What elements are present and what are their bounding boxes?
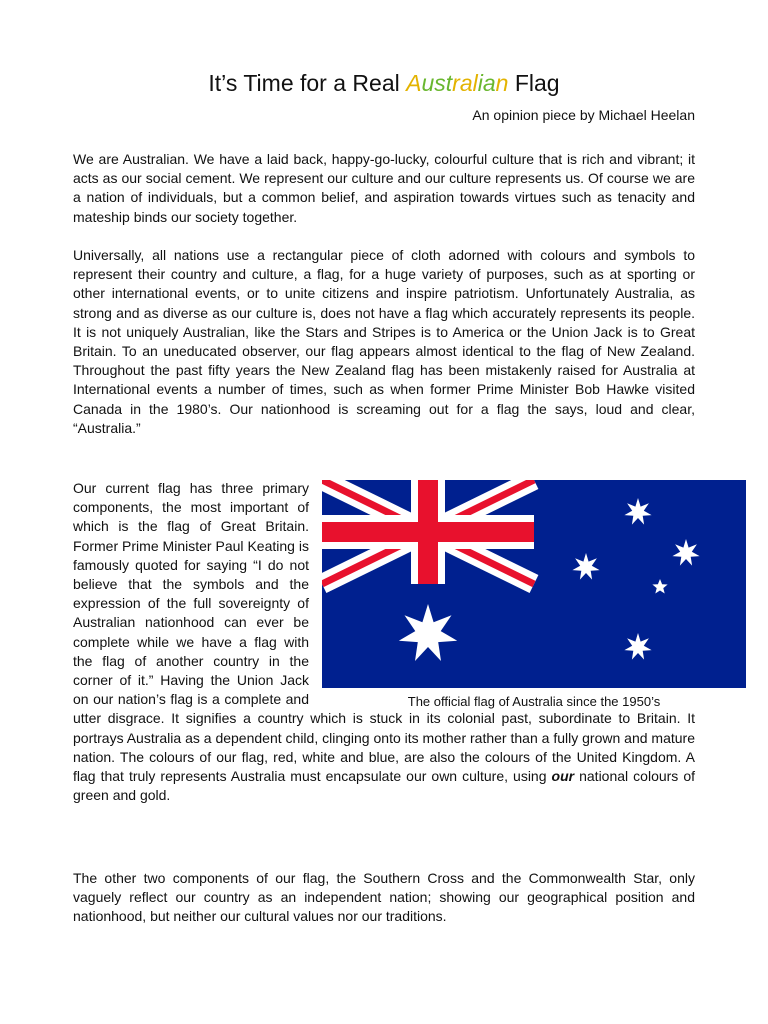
title-accent-letter: s bbox=[434, 70, 446, 96]
emphasis-our: our bbox=[551, 768, 575, 785]
title-accent-letter: i bbox=[477, 70, 483, 96]
paragraph-3-quote-text: Our current flag has three primary components, the most important of which is the flag of Great Britain. Former Prime Minister Paul Keating is famously quoted for saying “I do not believe that the symbols and the expression of the full sovereignty of Australian nationhood can ever be complete while we have a flag with the flag of another country in the corner of it.” bbox=[73, 480, 309, 689]
title-suffix: Flag bbox=[508, 70, 560, 96]
title-accent-letter: t bbox=[445, 70, 453, 96]
paragraph-2: Universally, all nations use a rectangular piece of cloth adorned with colours and symbols to represent their country and culture, a flag, for a huge variety of purposes, such as at sporting or other international events, or to unite citizens and inspire patriotism. Unfortunately Australia, as strong and as diverse as our culture is, does not have a flag which accurately represents its people. It is not uniquely Australian, like the Stars and Stripes is to America or the Union Jack is to Great Britain. To an uneducated observer, our flag appears almost identical to the flag of New Zealand. Throughout the past fifty years the New Zealand flag has been mistakenly raised for Australia at International events a number of times, such as when former Prime Minister Bob Hawke visited Canada in the 1980’s. Our nationhood is screaming out for a flag the says, loud and clear, “Australia.” bbox=[73, 247, 695, 436]
byline: An opinion piece by Michael Heelan bbox=[472, 107, 695, 123]
title-accent-letter: a bbox=[482, 70, 496, 96]
title-accent-letter: r bbox=[452, 70, 460, 96]
paragraph-4: The other two components of our flag, the Southern Cross and the Commonwealth Star, only vaguely reflect our country as an independent nation; showing our geographical position and nationhood, but neither our cultural values nor our traditions. bbox=[73, 870, 695, 925]
title-accent-letter: a bbox=[459, 70, 473, 96]
title-prefix: It’s Time for a Real bbox=[208, 70, 407, 96]
paragraph-3-text-a: Having the Union Jack on our nation’s flag is a complete and utter disgrace. It signifies a country which is stuck in its colonial past, subordinate to Britain. It portrays Australia as a dependent child, clinging onto its mother rather than a fully grown and mature nation. The colours of our flag, red, white and blue, are also the colours of the United Kingdom. A flag that truly represents Australia must encapsulate our own culture, using bbox=[73, 672, 695, 785]
title-accent-letter: u bbox=[421, 70, 435, 96]
paragraph-1: We are Australian. We have a laid back, happy-go-lucky, colourful culture that is rich and vibrant; it acts as our social cement. We represent our culture and our culture represents us. Of course we are a nation of individuals, but a common belief, and aspiration towards virtues such as tenacity and mateship binds our society together. bbox=[73, 151, 695, 225]
title-accent-letter: A bbox=[406, 70, 422, 96]
paragraph-3-text-b: national colours of green and gold. bbox=[73, 768, 695, 804]
flag-caption: The official flag of Australia since the 1950’s bbox=[407, 694, 661, 709]
title-accent-word bbox=[406, 70, 508, 96]
page-title bbox=[0, 68, 768, 98]
australian-flag-image bbox=[322, 480, 746, 688]
cross-red bbox=[322, 522, 534, 542]
title-accent-letter: n bbox=[495, 70, 509, 96]
title-accent-letter: l bbox=[472, 70, 478, 96]
union-jack-canton bbox=[322, 480, 534, 584]
